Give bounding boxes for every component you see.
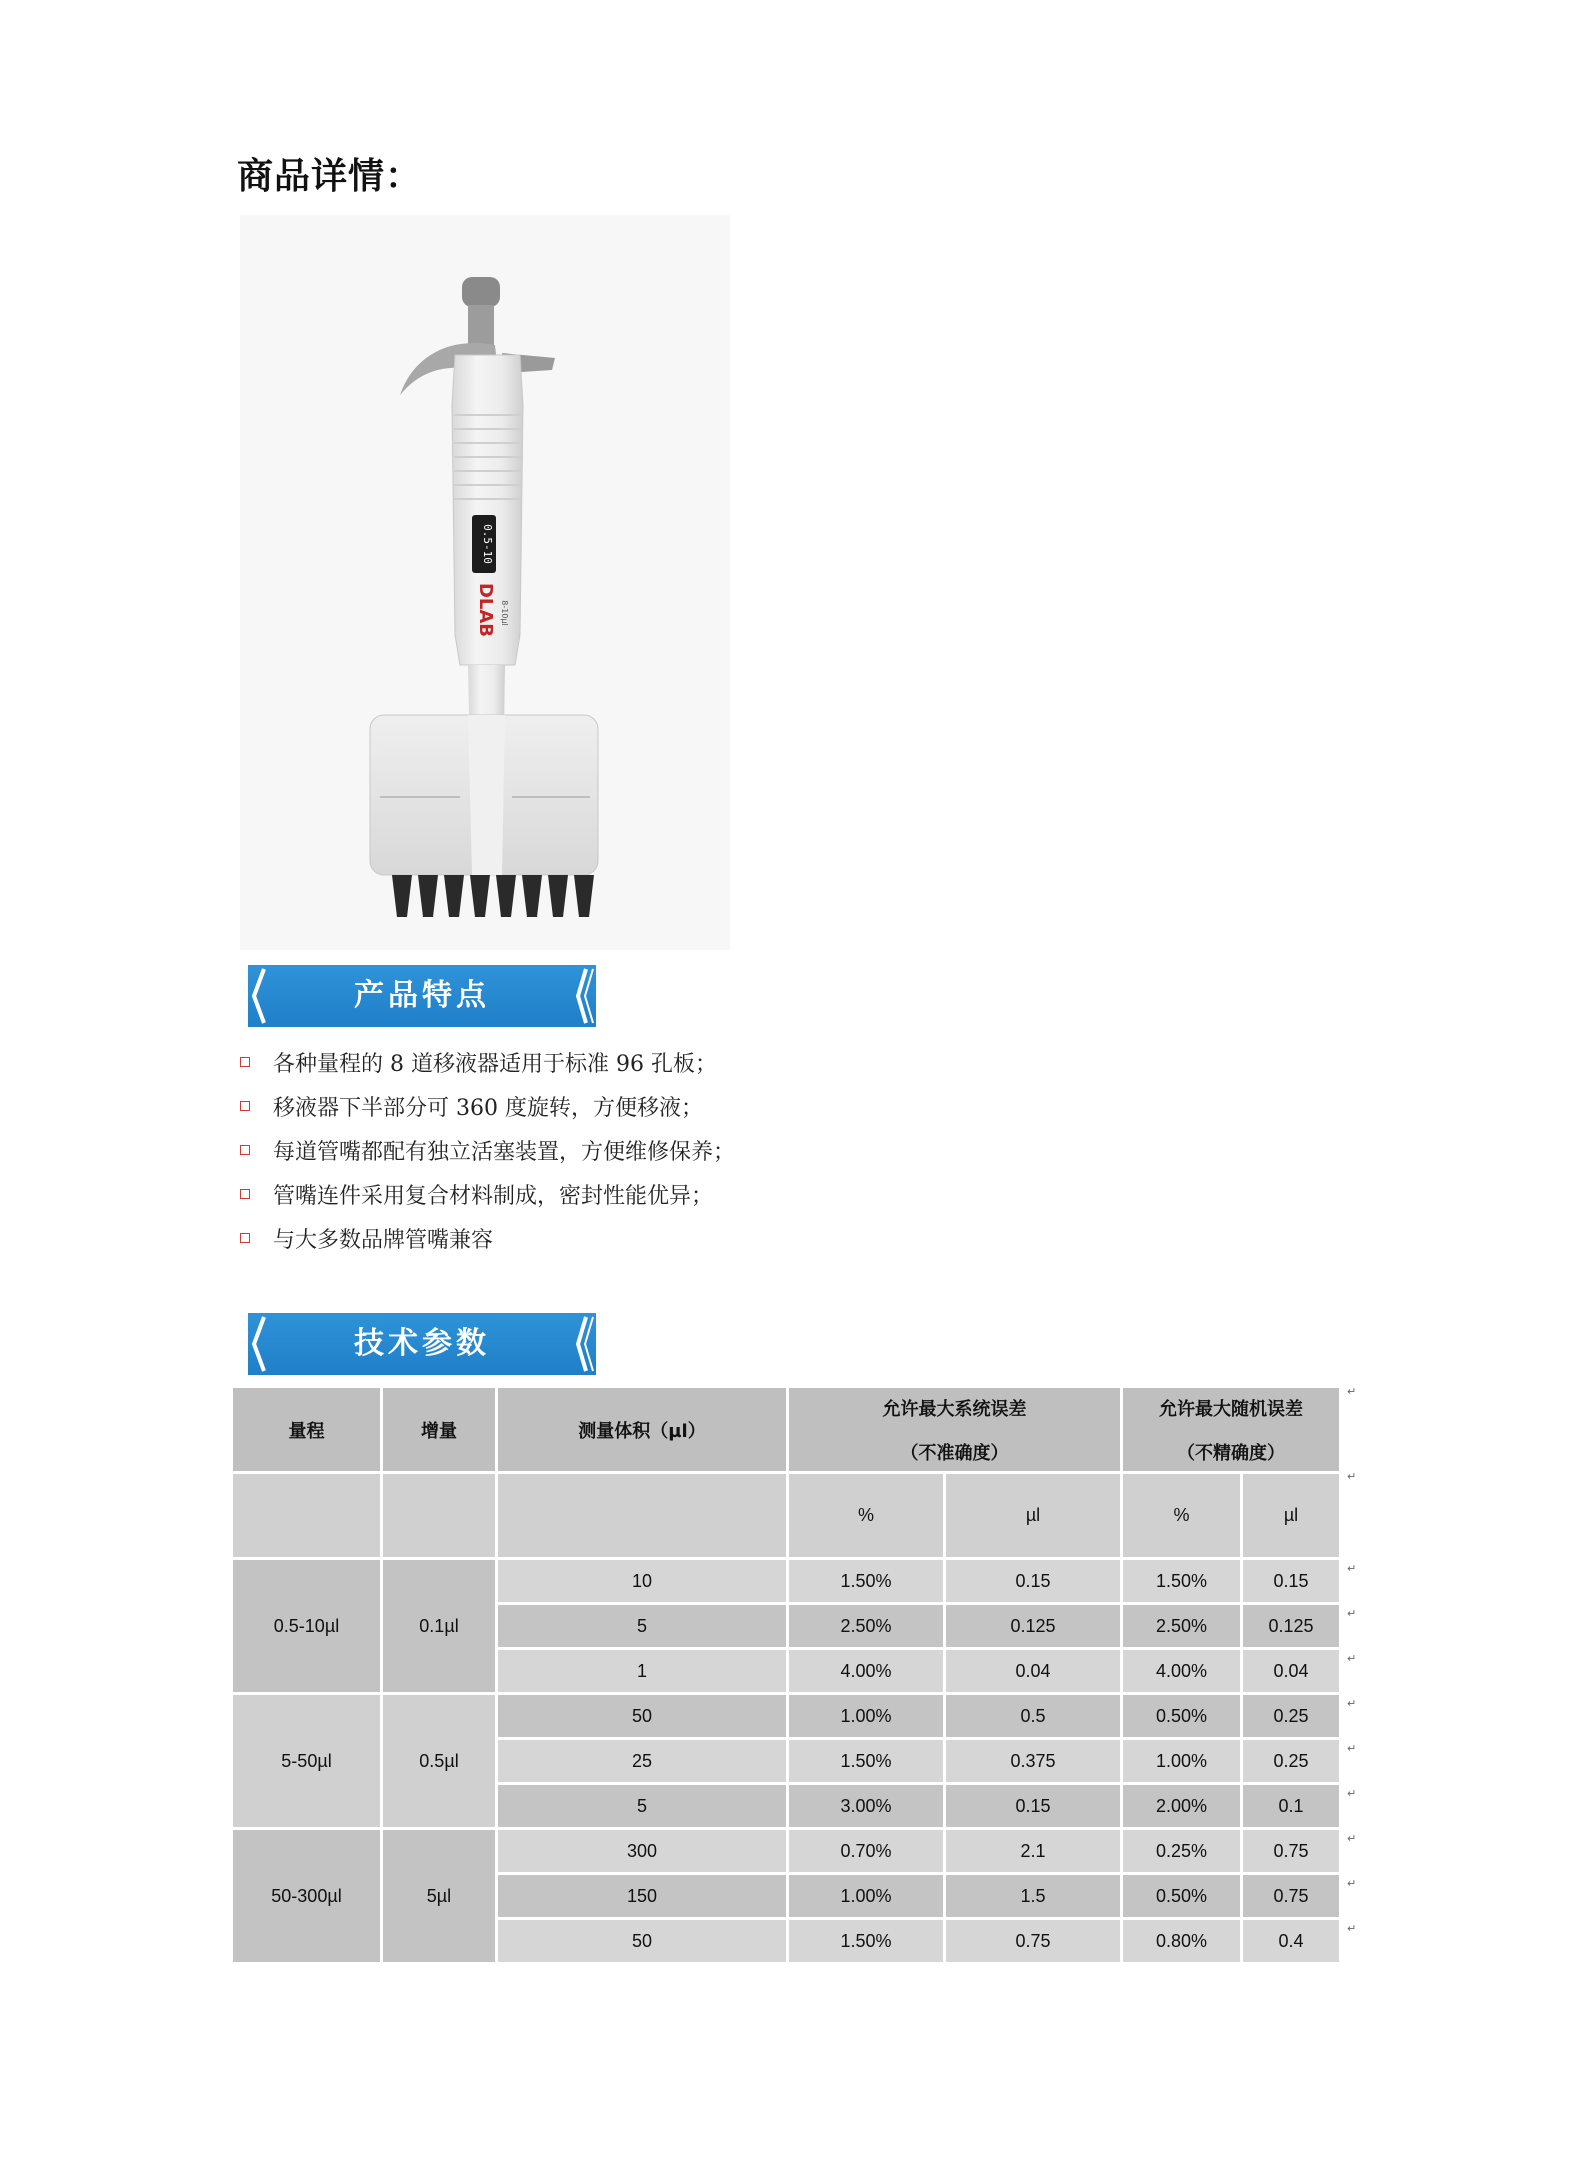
table-header-row [233, 1388, 1339, 1471]
header-range: 量程 [233, 1388, 380, 1471]
return-mark-icon: ↵ [1347, 1922, 1357, 1935]
features-list [240, 1040, 735, 1260]
table-row: 0.5-10µl 0.1µl 10 1.50% 0.15 1.50% 0.15 [233, 1560, 1339, 1602]
return-mark-icon: ↵ [1347, 1877, 1357, 1890]
range-cell: 50-300µl [233, 1830, 380, 1962]
features-banner [248, 965, 596, 1027]
header-volume: 测量体积（µl） [498, 1388, 786, 1471]
bullet-icon [240, 1233, 250, 1243]
return-mark-icon: ↵ [1347, 1652, 1357, 1665]
return-mark-icon: ↵ [1347, 1470, 1357, 1483]
header-random-error: 允许最大随机误差 （不精确度） [1123, 1388, 1339, 1471]
specs-title: 技术参数 [354, 1326, 490, 1361]
plunger-rod [468, 305, 494, 345]
table-row: 150 1.00% 1.5 0.50% 0.75 [233, 1875, 1339, 1917]
tip-cones [392, 875, 594, 917]
list-item: 各种量程的 8 道移液器适用于标准 96 孔板； [240, 1040, 735, 1084]
pipette-illustration [240, 215, 730, 950]
return-mark-icon: ↵ [1347, 1742, 1357, 1755]
return-mark-icon: ↵ [1347, 1385, 1357, 1398]
table-row: 5-50µl 0.5µl 50 1.00% 0.5 0.50% 0.25 [233, 1695, 1339, 1737]
return-mark-icon: ↵ [1347, 1697, 1357, 1710]
specs-banner [248, 1313, 596, 1375]
return-mark-icon: ↵ [1347, 1832, 1357, 1845]
unit-sys-ul: µl [946, 1474, 1120, 1557]
table-row: 5 2.50% 0.125 2.50% 0.125 [233, 1605, 1339, 1647]
brand-logo: DLAB [475, 582, 496, 638]
page-title: 商品详情： [237, 156, 423, 197]
bullet-icon [240, 1189, 250, 1199]
bullet-icon [240, 1101, 250, 1111]
bullet-icon [240, 1145, 250, 1155]
header-systematic-error: 允许最大系统误差 （不准确度） [789, 1388, 1120, 1471]
return-mark-icon: ↵ [1347, 1787, 1357, 1800]
range-cell: 0.5-10µl [233, 1560, 380, 1692]
right-bracket-icon [576, 1313, 596, 1375]
display-text: 0.5-10 [481, 524, 494, 564]
unit-sys-percent: % [789, 1474, 943, 1557]
features-title: 产品特点 [354, 978, 490, 1013]
list-item: 移液器下半部分可 360 度旋转，方便移液； [240, 1084, 735, 1128]
increment-cell: 5µl [383, 1830, 495, 1962]
spec-table [230, 1385, 1342, 1965]
plunger-cap [462, 277, 500, 307]
table-row: 25 1.50% 0.375 1.00% 0.25 [233, 1740, 1339, 1782]
table-row: 1 4.00% 0.04 4.00% 0.04 [233, 1650, 1339, 1692]
neck-front [468, 715, 505, 875]
return-mark-icon: ↵ [1347, 1607, 1357, 1620]
list-item: 与大多数品牌管嘴兼容 [240, 1216, 735, 1260]
increment-cell: 0.5µl [383, 1695, 495, 1827]
table-row: 5 3.00% 0.15 2.00% 0.1 [233, 1785, 1339, 1827]
unit-rand-ul: µl [1243, 1474, 1339, 1557]
product-image-pipette [240, 215, 730, 950]
increment-cell: 0.1µl [383, 1560, 495, 1692]
table-row: 50 1.50% 0.75 0.80% 0.4 [233, 1920, 1339, 1962]
return-mark-icon: ↵ [1347, 1562, 1357, 1575]
list-item: 管嘴连件采用复合材料制成，密封性能优异； [240, 1172, 735, 1216]
table-unit-row [233, 1474, 1339, 1557]
unit-rand-percent: % [1123, 1474, 1240, 1557]
bullet-icon [240, 1057, 250, 1067]
table-row: 50-300µl 5µl 300 0.70% 2.1 0.25% 0.75 [233, 1830, 1339, 1872]
header-increment: 增量 [383, 1388, 495, 1471]
list-item: 每道管嘴都配有独立活塞装置，方便维修保养； [240, 1128, 735, 1172]
range-cell: 5-50µl [233, 1695, 380, 1827]
right-bracket-icon [576, 965, 596, 1027]
model-label: 8-10µl [500, 600, 509, 626]
